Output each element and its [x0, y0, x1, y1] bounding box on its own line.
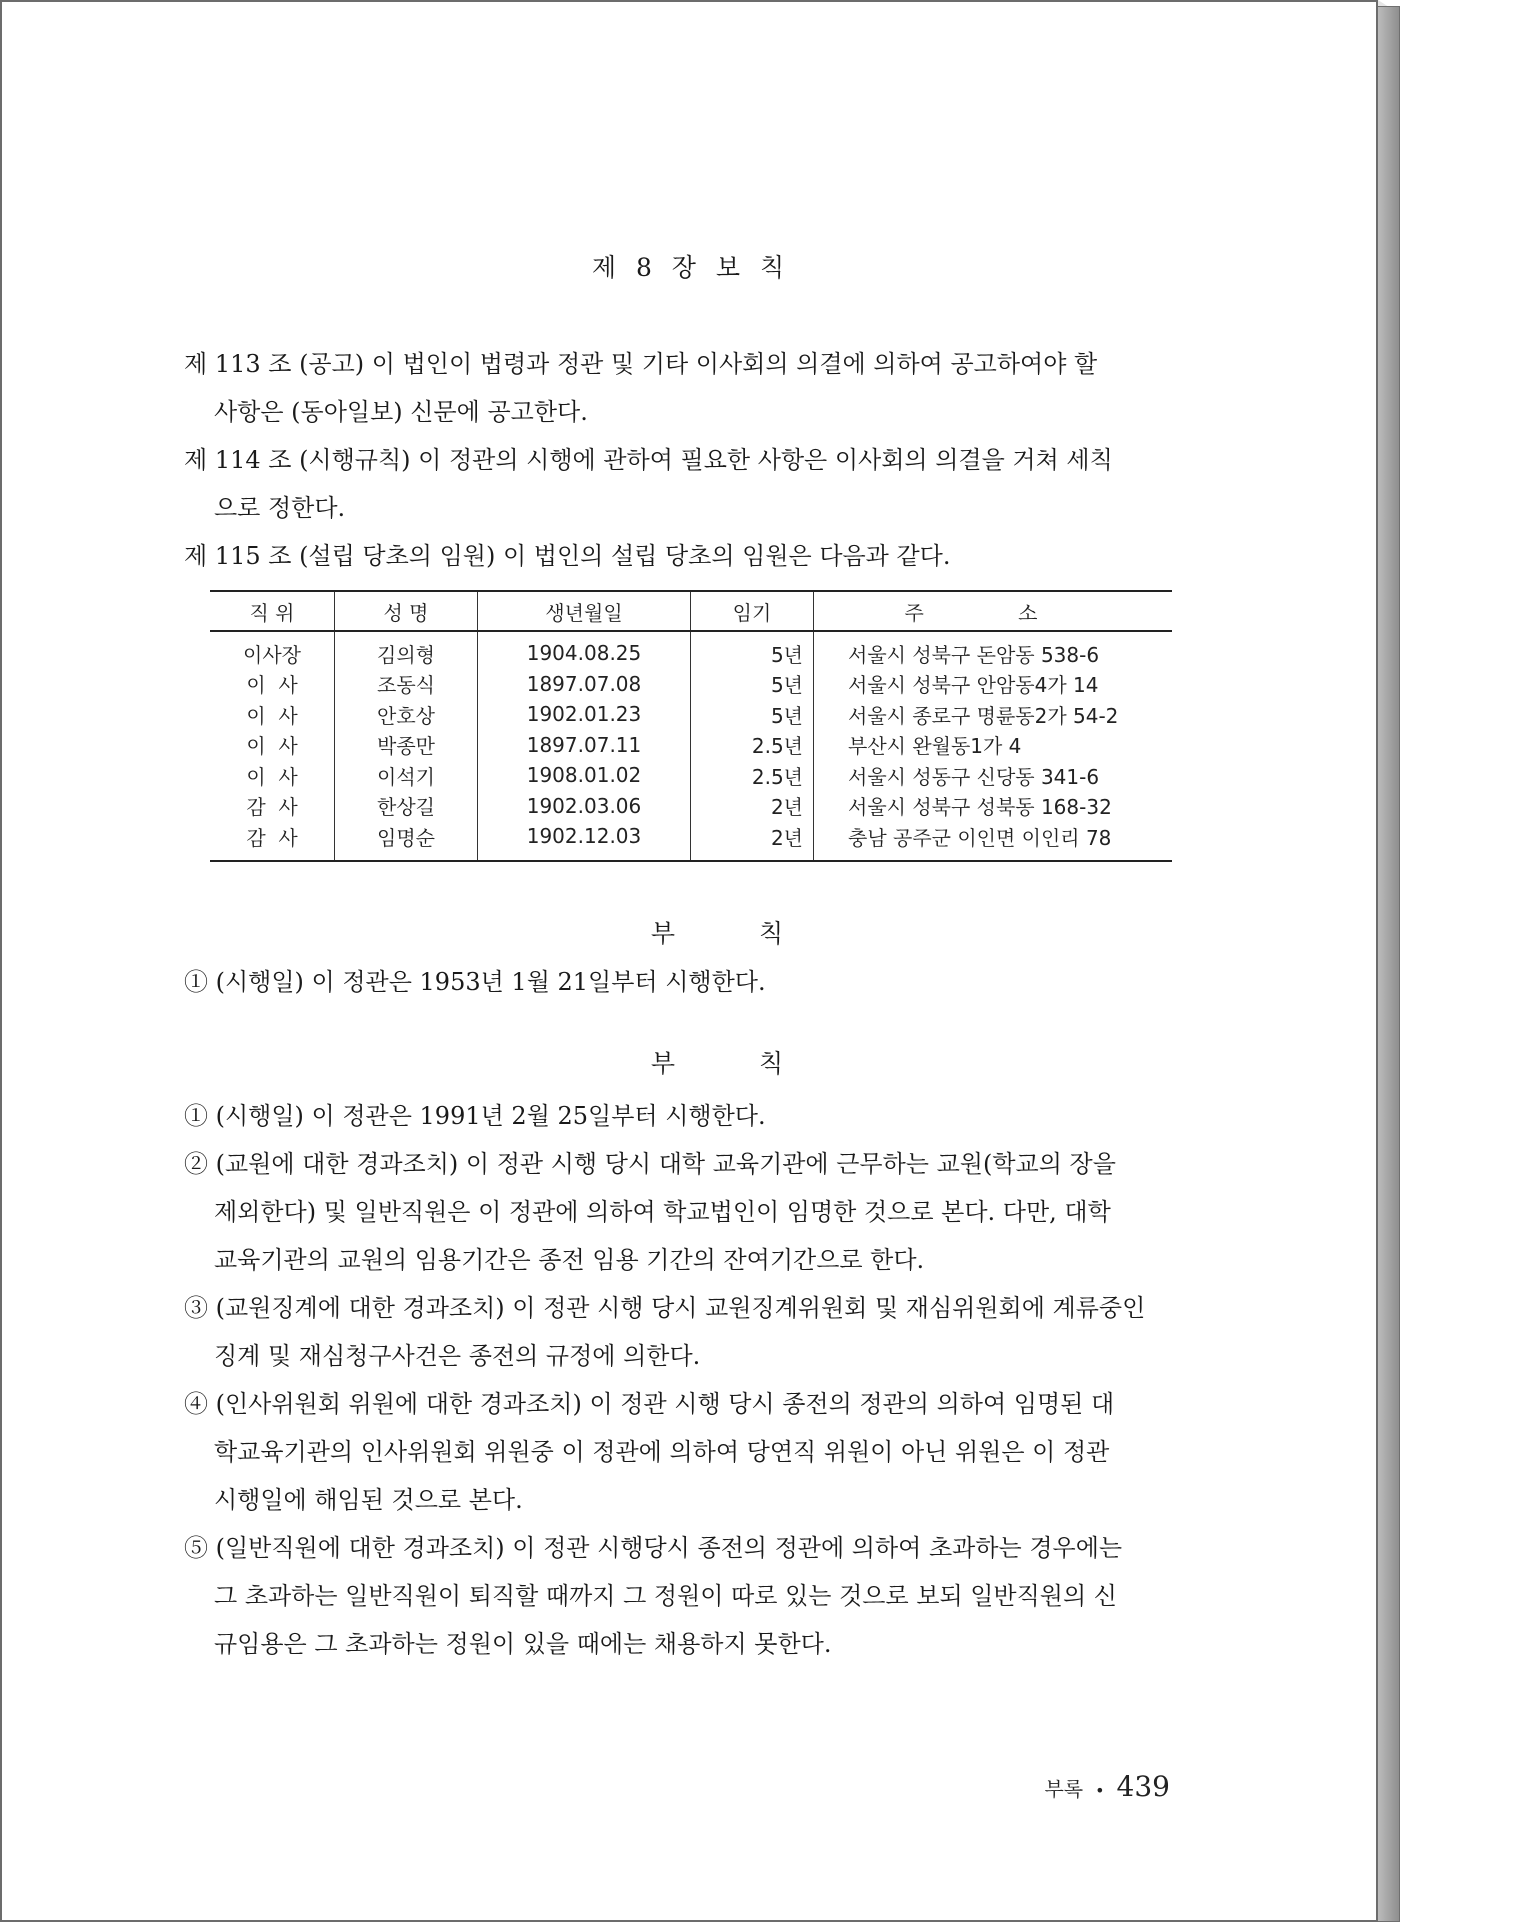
- supplement-1-title: 부 칙: [650, 919, 822, 948]
- cell-address: 서울시 성북구 돈암동 538-6: [814, 631, 1173, 669]
- cell-birthdate: 1902.12.03: [478, 821, 691, 861]
- item-text: ① (시행일) 이 정관은 1953년 1월 21일부터 시행한다.: [184, 968, 766, 996]
- table-row: [210, 791, 1172, 822]
- cell-address: 서울시 성북구 성북동 168-32: [814, 791, 1173, 822]
- item-text-cont: 제외한다) 및 일반직원은 이 정관에 의하여 학교법인이 임명한 것으로 본다. 다만, 대학: [214, 1198, 1111, 1226]
- footer-separator: •: [1095, 1781, 1105, 1800]
- cell-position: 이 사: [246, 673, 298, 698]
- cell-position: 감 사: [246, 825, 298, 850]
- cell-term: 2.5년: [691, 730, 814, 761]
- cell-name: 김의형: [335, 631, 478, 669]
- article-113: [184, 340, 1174, 436]
- item-text-cont: 시행일에 해임된 것으로 본다.: [214, 1486, 523, 1514]
- cell-birthdate: 1902.01.23: [478, 699, 691, 730]
- item-text: ③ (교원징계에 대한 경과조치) 이 정관 시행 당시 교원징계위원회 및 재심위원회에 계류중인: [184, 1294, 1146, 1322]
- cell-term: 2년: [691, 821, 814, 861]
- footer-section-label: 부록: [1044, 1777, 1084, 1801]
- article-text-cont: 사항은 (동아일보) 신문에 공고한다.: [214, 398, 588, 426]
- cell-address: 서울시 종로구 명륜동2가 54-2: [814, 699, 1173, 730]
- chapter-title: 제 8 장 보 칙: [591, 253, 791, 282]
- item-text-cont: 그 초과하는 일반직원이 퇴직할 때까지 그 정원이 따로 있는 것으로 보되 일반직원의 신: [214, 1582, 1117, 1610]
- item-text-cont: 징계 및 재심청구사건은 종전의 규정에 의한다.: [214, 1342, 701, 1370]
- supplement-2-item-3: [184, 1284, 1174, 1380]
- table-row: [210, 821, 1172, 861]
- table-row: [210, 760, 1172, 791]
- item-text: ② (교원에 대한 경과조치) 이 정관 시행 당시 대학 교육기관에 근무하는 교원(학교의 장을: [184, 1150, 1116, 1178]
- supplement-2-item-4: [184, 1380, 1174, 1524]
- item-text: ⑤ (일반직원에 대한 경과조치) 이 정관 시행당시 종전의 정관에 의하여 초과하는 경우에는: [184, 1534, 1123, 1562]
- cell-position: 감 사: [246, 795, 298, 820]
- cell-address: 충남 공주군 이인면 이인리 78: [814, 821, 1173, 861]
- supplement-2-item-5: [184, 1524, 1174, 1668]
- supplement-2-item-2: [184, 1140, 1174, 1284]
- cell-term: 2년: [691, 791, 814, 822]
- header-birthdate: 생년월일: [478, 591, 691, 631]
- header-term: 임기: [691, 591, 814, 631]
- item-text-cont: 학교육기관의 인사위원회 위원중 이 정관에 의하여 당연직 위원이 아닌 위원은 이 정관: [214, 1438, 1110, 1466]
- cell-position: 이 사: [246, 734, 298, 759]
- article-114: [184, 436, 1174, 532]
- table-row: [210, 730, 1172, 761]
- cell-term: 5년: [691, 699, 814, 730]
- item-text: ① (시행일) 이 정관은 1991년 2월 25일부터 시행한다.: [184, 1102, 766, 1130]
- cell-name: 임명순: [335, 821, 478, 861]
- cell-position: 이 사: [246, 764, 298, 789]
- cell-address: 서울시 성동구 신당동 341-6: [814, 760, 1173, 791]
- cell-name: 조동식: [335, 669, 478, 700]
- cell-position: 이사장: [243, 642, 301, 667]
- table-row: [210, 669, 1172, 700]
- cell-address: 부산시 완월동1가 4: [814, 730, 1173, 761]
- cell-term: 5년: [691, 631, 814, 669]
- supplement-2-title: 부 칙: [650, 1049, 822, 1078]
- cell-birthdate: 1897.07.08: [478, 669, 691, 700]
- article-text: 제 113 조 (공고) 이 법인이 법령과 정관 및 기타 이사회의 의결에 의하여 공고하여야 할: [184, 350, 1098, 378]
- cell-name: 한상길: [335, 791, 478, 822]
- cell-address: 서울시 성북구 안암동4가 14: [814, 669, 1173, 700]
- header-name: 성 명: [335, 591, 478, 631]
- article-115: [184, 532, 1174, 580]
- table-header-row: [210, 591, 1172, 631]
- item-text-cont: 교육기관의 교원의 임용기간은 종전 임용 기간의 잔여기간으로 한다.: [214, 1246, 925, 1274]
- cell-name: 안호상: [335, 699, 478, 730]
- item-text: ④ (인사위원회 위원에 대한 경과조치) 이 정관 시행 당시 종전의 정관의 의하여 임명된 대: [184, 1390, 1115, 1418]
- cell-birthdate: 1908.01.02: [478, 760, 691, 791]
- page-footer: [1044, 1770, 1170, 1803]
- item-text-cont: 규임용은 그 초과하는 정원이 있을 때에는 채용하지 못한다.: [214, 1630, 832, 1658]
- cell-position: 이 사: [246, 703, 298, 728]
- supplement-1-item-1: [184, 958, 1174, 1006]
- table-row: [210, 631, 1172, 669]
- page-edge: [1376, 6, 1400, 1922]
- cell-name: 박종만: [335, 730, 478, 761]
- table-row: [210, 699, 1172, 730]
- cell-term: 2.5년: [691, 760, 814, 791]
- article-text-cont: 으로 정한다.: [214, 494, 346, 522]
- header-address: 주 소: [814, 591, 1173, 631]
- cell-birthdate: 1897.07.11: [478, 730, 691, 761]
- cell-term: 5년: [691, 669, 814, 700]
- cell-birthdate: 1904.08.25: [478, 631, 691, 669]
- page-number: 439: [1116, 1770, 1170, 1803]
- supplement-2-item-1: [184, 1092, 1174, 1140]
- header-position: 직 위: [249, 600, 295, 625]
- cell-name: 이석기: [335, 760, 478, 791]
- article-text: 제 115 조 (설립 당초의 임원) 이 법인의 설립 당초의 임원은 다음과 같다.: [184, 542, 951, 570]
- article-text: 제 114 조 (시행규칙) 이 정관의 시행에 관하여 필요한 사항은 이사회의 의결을 거쳐 세칙: [184, 446, 1113, 474]
- officers-table: [210, 590, 1172, 862]
- cell-birthdate: 1902.03.06: [478, 791, 691, 822]
